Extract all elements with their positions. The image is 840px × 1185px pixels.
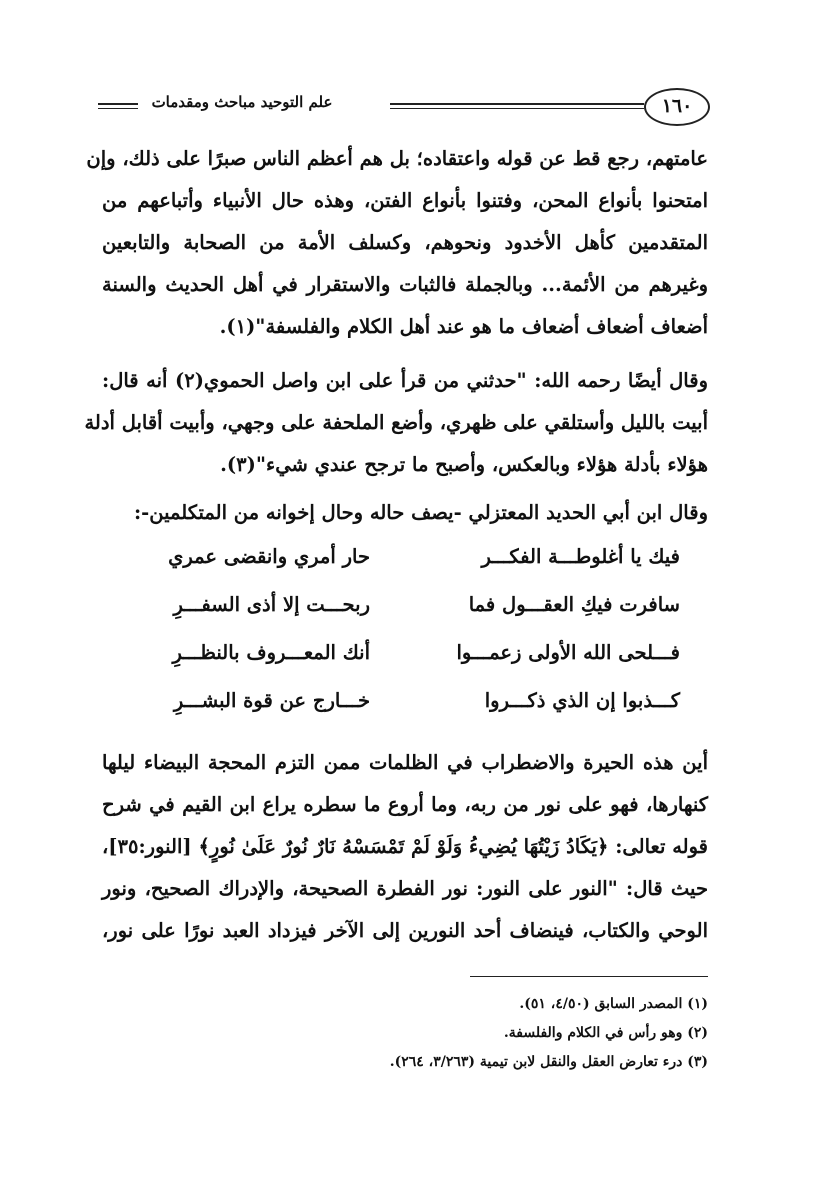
header-rule	[98, 108, 138, 109]
paragraph-ibn-wasil	[84, 360, 708, 486]
running-header	[98, 84, 710, 130]
text-line: وغيرهم من الأئمة... وبالجملة فالثبات والاستقرار في أهل الحديث والسنة	[102, 273, 708, 296]
poem-verse	[140, 689, 680, 737]
poem-verse	[140, 545, 680, 593]
text-line: عامتهم، رجع قط عن قوله واعتقاده؛ بل هم أعظم الناس صبرًا على ذلك، وإن	[86, 147, 708, 170]
poem	[140, 545, 680, 737]
poem-verse	[140, 641, 680, 689]
header-rule	[98, 103, 138, 105]
text-line: وقال ابن أبي الحديد المعتزلي -يصف حاله وحال إخوانه من المتكلمين-:	[133, 501, 708, 524]
paragraph-ibn-qayyim	[102, 742, 708, 952]
text-line: كنهارها، فهو على نور من ربه، وما أروع ما سطره يراع ابن القيم في شرح	[102, 793, 708, 816]
verse-first-hemistich: سافرت فيكِ العقـــول فما	[468, 593, 680, 616]
verse-second-hemistich: أنك المعـــروف بالنظـــرِ	[172, 641, 370, 664]
verse-first-hemistich: فيك يا أغلوطـــة الفكـــر	[481, 545, 680, 568]
footnote: (١) المصدر السابق (٤/٥٠، ٥١).	[519, 996, 708, 1012]
text-line: حيث قال: "النور على النور: نور الفطرة الصحيحة، والإدراك الصحيح، ونور	[102, 877, 708, 900]
footnote: (٢) وهو رأس في الكلام والفلسفة.	[503, 1025, 708, 1041]
text-line: الوحي والكتاب، فينضاف أحد النورين إلى الآخر فيزداد العبد نورًا على نور،	[102, 919, 708, 942]
poem-verse	[140, 593, 680, 641]
text-line: هؤلاء بأدلة هؤلاء وبالعكس، وأصبح ما ترجح عندي شيء"(٣).	[220, 453, 708, 476]
text-line: أين هذه الحيرة والاضطراب في الظلمات ممن التزم المحجة البيضاء ليلها	[102, 751, 708, 774]
header-rule	[390, 108, 644, 109]
text-line: المتقدمين كأهل الأخدود ونحوهم، وكسلف الأمة من الصحابة والتابعين	[102, 231, 708, 254]
header-rule	[390, 103, 644, 105]
verse-first-hemistich: فـــلحى الله الأولى زعمـــوا	[456, 641, 680, 664]
footnotes	[300, 990, 708, 1077]
verse-second-hemistich: حار أمري وانقضى عمري	[168, 545, 370, 568]
text-line: امتحنوا بأنواع المحن، وفتنوا بأنواع الفتن، وهذه حال الأنبياء وأتباعهم من	[102, 189, 708, 212]
verse-second-hemistich: خـــارج عن قوة البشـــرِ	[173, 689, 370, 712]
footnote: (٣) درء تعارض العقل والنقل لابن تيمية (٣/٢٦٣، ٢٦٤).	[389, 1054, 708, 1070]
text-line: أبيت بالليل وأستلقي على ظهري، وأضع الملحفة على وجهي، وأبيت أقابل أدلة	[84, 411, 708, 434]
paragraph-poem-intro	[102, 492, 708, 534]
book-title: علم التوحيد مباحث ومقدمات	[151, 93, 333, 111]
footnote-separator	[470, 976, 708, 977]
page-number: ١٦٠	[644, 88, 710, 126]
paragraph-quote-continuation	[86, 138, 708, 348]
text-line: قوله تعالى: ﴿يَكَادُ زَيْتُهَا يُضِيءُ وَلَوْ لَمْ تَمْسَسْهُ نَارٌ نُورٌ عَلَىٰ نُورٍ﴾ [النور:٣٥]،	[102, 835, 708, 858]
text-line: أضعاف أضعاف أضعاف ما هو عند أهل الكلام والفلسفة"(١).	[219, 315, 708, 338]
text-line: وقال أيضًا رحمه الله: "حدثني من قرأ على ابن واصل الحموي(٢) أنه قال:	[102, 369, 708, 392]
verse-first-hemistich: كـــذبوا إن الذي ذكـــروا	[484, 689, 680, 712]
verse-second-hemistich: ربحـــت إلا أذى السفـــرِ	[173, 593, 370, 616]
